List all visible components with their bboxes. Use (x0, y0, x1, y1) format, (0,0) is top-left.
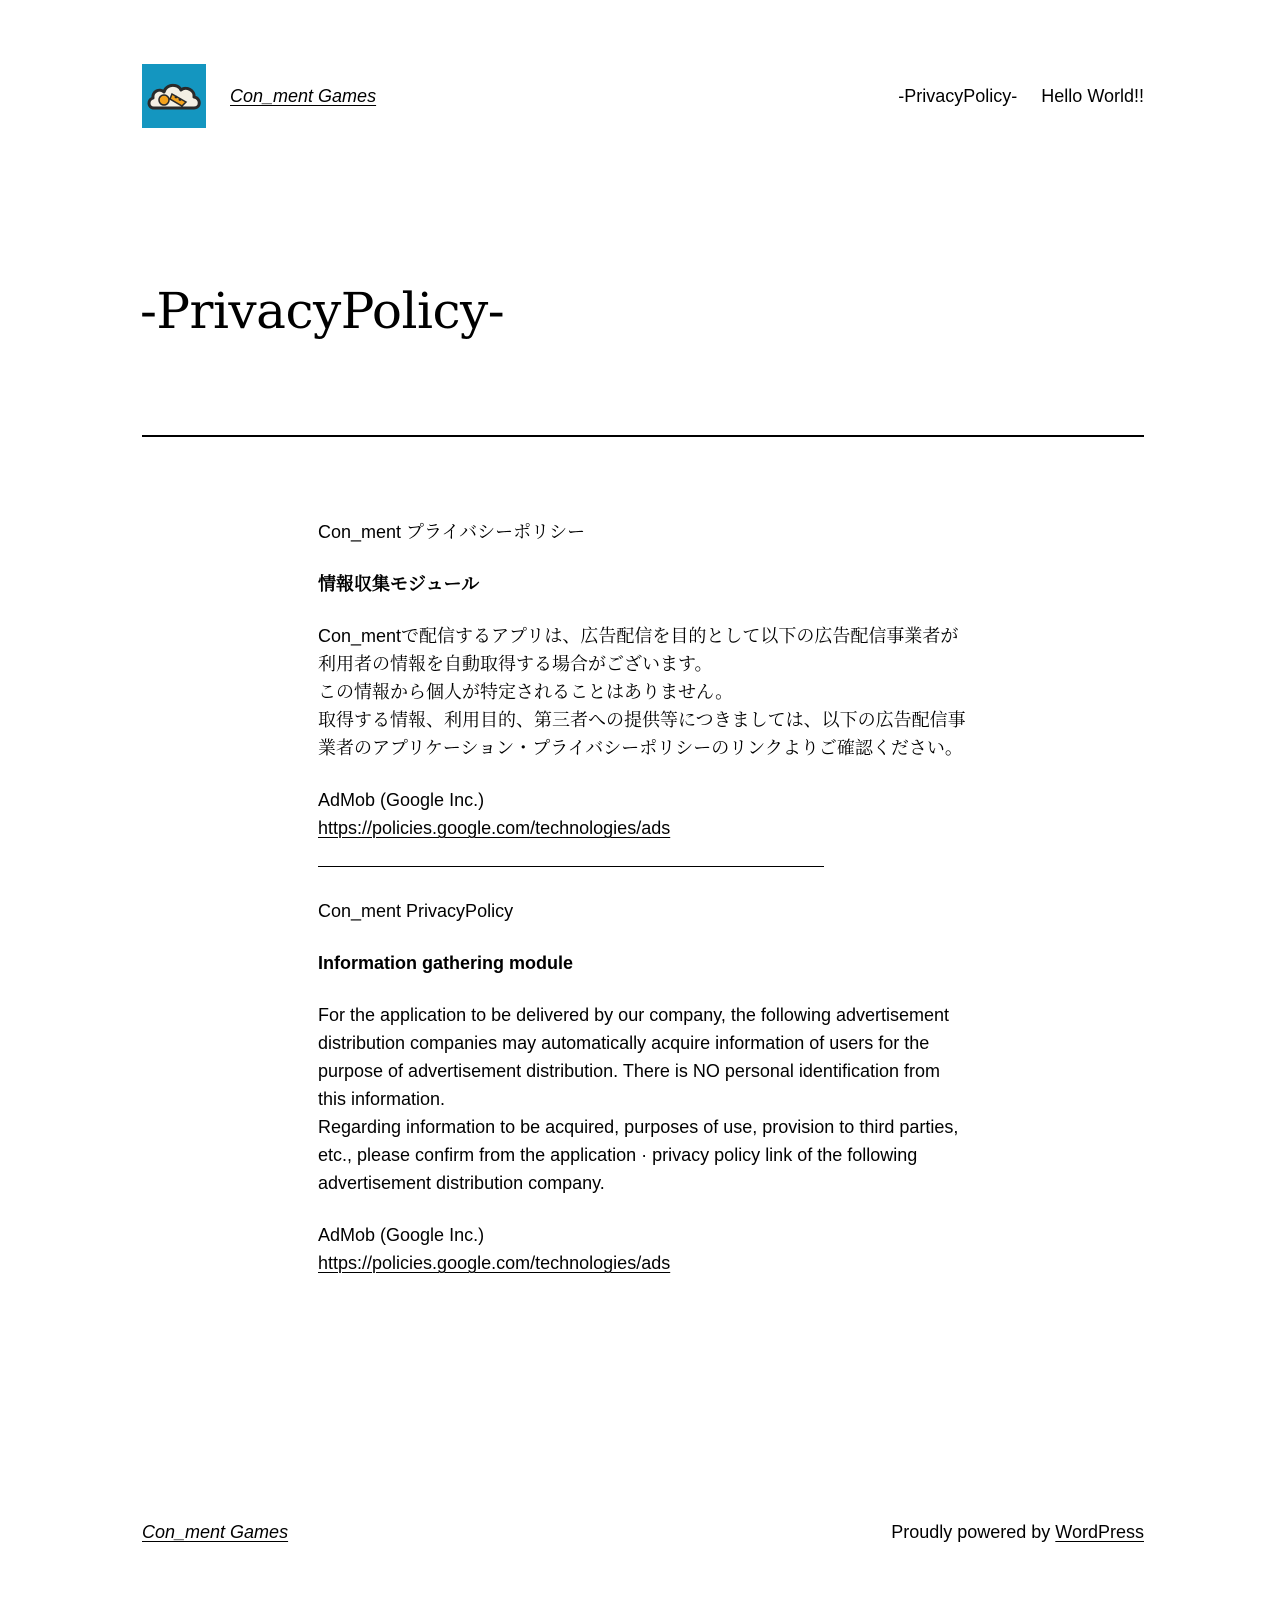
jp-body-line: 取得する情報、利用目的、第三者への提供等につきましては、以下の広告配信事 (318, 710, 966, 730)
jp-module-title-text: 情報収集モジュール (318, 574, 480, 594)
en-body-line: For the application to be delivered by our company, the following advertisement (318, 1005, 950, 1025)
jp-module-title (318, 570, 978, 598)
jp-body-line: この情報から個人が特定されることはありません。 (318, 682, 734, 702)
jp-body (318, 622, 978, 762)
jp-heading: Con_ment プライバシーポリシー (318, 522, 586, 542)
jp-body-line: 利用者の情報を自動取得する場合がございます。 (318, 654, 713, 674)
en-heading: Con_ment PrivacyPolicy (318, 901, 514, 921)
site-title-link[interactable]: Con_ment Games (230, 86, 377, 106)
nav-item-privacy-policy[interactable]: -PrivacyPolicy- (898, 86, 1018, 106)
page-title: -PrivacyPolicy- (140, 282, 505, 340)
powered-by (891, 1518, 1144, 1546)
jp-provider-link[interactable]: https://policies.google.com/technologies/ads (318, 818, 671, 838)
policy-content (318, 518, 978, 1301)
primary-nav (898, 84, 1144, 108)
jp-provider-name: AdMob (Google Inc.) (318, 790, 485, 810)
nav-item-hello-world[interactable]: Hello World!! (1041, 86, 1144, 106)
en-body-line: distribution companies may automatically acquire information of users for the (318, 1033, 930, 1053)
jp-provider-block (318, 786, 978, 842)
en-body (318, 1001, 978, 1197)
en-body-line: this information. (318, 1089, 446, 1109)
site-footer (142, 1518, 1144, 1546)
section-separator (318, 866, 824, 867)
title-divider (142, 435, 1144, 437)
en-body-line: etc., please confirm from the application · privacy policy link of the following (318, 1145, 918, 1165)
wordpress-link[interactable]: WordPress (1055, 1522, 1144, 1542)
jp-body-line: 業者のアプリケーション・プライバシーポリシーのリンクよりご確認ください。 (318, 738, 963, 758)
site-logo[interactable] (142, 64, 206, 128)
footer-site-title-link[interactable]: Con_ment Games (142, 1522, 289, 1542)
en-module-title-text: Information gathering module (318, 953, 573, 973)
en-provider-name: AdMob (Google Inc.) (318, 1225, 485, 1245)
site-header (142, 64, 1144, 128)
powered-by-prefix: Proudly powered by (891, 1522, 1051, 1542)
en-provider-link[interactable]: https://policies.google.com/technologies/ads (318, 1253, 671, 1273)
en-provider-block (318, 1221, 978, 1277)
jp-body-line: Con_mentで配信するアプリは、広告配信を目的として以下の広告配信事業者が (318, 626, 959, 646)
cloud-mascot-icon (142, 64, 206, 128)
en-body-line: Regarding information to be acquired, purposes of use, provision to third parties, (318, 1117, 959, 1137)
en-body-line: advertisement distribution company. (318, 1173, 605, 1193)
en-body-line: purpose of advertisement distribution. There is NO personal identification from (318, 1061, 940, 1081)
en-module-title (318, 949, 978, 977)
